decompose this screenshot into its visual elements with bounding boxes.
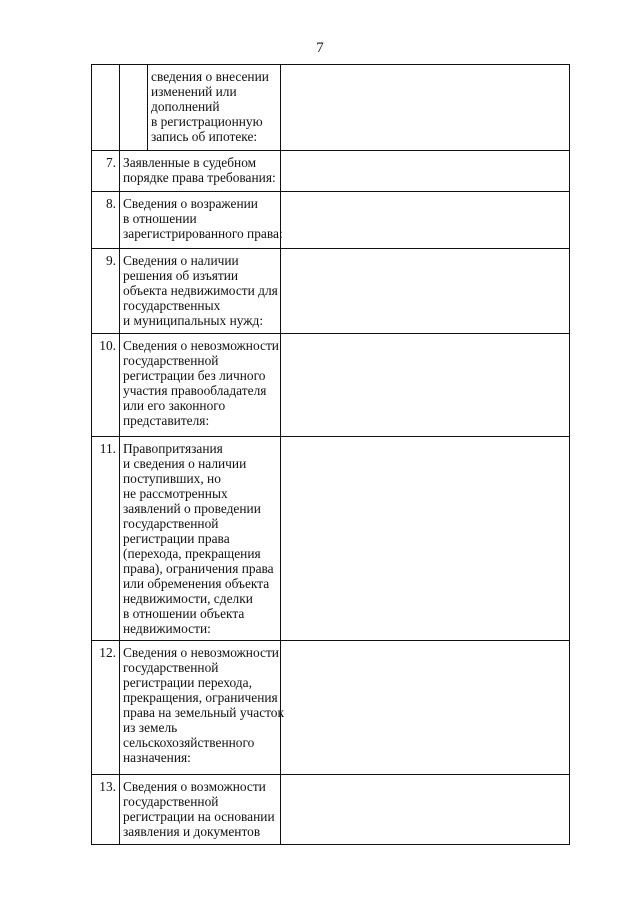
row-value-cell — [281, 437, 570, 641]
label-line: (перехода, прекращения — [123, 546, 261, 561]
label-line: представителя: — [123, 413, 210, 428]
label-line: государственной — [123, 660, 219, 675]
row-value-cell — [281, 192, 570, 249]
label-line: Сведения о наличии — [123, 253, 239, 268]
label-line: регистрации права — [123, 531, 230, 546]
label-line: в отношении — [123, 211, 197, 226]
label-line: зарегистрированного права: — [123, 226, 283, 241]
table-row — [92, 334, 570, 437]
label-line: дополнений — [151, 99, 220, 114]
page-number: 7 — [316, 40, 324, 56]
label-line: не рассмотренных — [123, 486, 228, 501]
label-line: в регистрационную — [151, 114, 263, 129]
row-label-cell — [120, 641, 285, 775]
label-line: регистрации перехода, — [123, 675, 252, 690]
row-label-cell — [120, 151, 281, 192]
label-line: регистрации без личного — [123, 368, 266, 383]
label-line: сельскохозяйственного — [123, 735, 255, 750]
row-indent-cell — [120, 65, 148, 151]
row-value-cell — [281, 334, 570, 437]
label-line: Сведения о невозможности — [123, 338, 279, 353]
row-value-cell — [281, 641, 570, 775]
row-label-cell — [120, 192, 281, 249]
row-number-cell: 11. — [92, 437, 120, 641]
label-line: изменений или — [151, 84, 237, 99]
label-line: порядке права требования: — [123, 170, 276, 185]
label-line: и муниципальных нужд: — [123, 313, 264, 328]
label-line: недвижимости: — [123, 621, 211, 636]
label-line: или его законного — [123, 398, 226, 413]
table-row — [92, 249, 570, 334]
label-line: или обременения объекта — [123, 576, 270, 591]
label-line: Сведения о невозможности — [123, 645, 279, 660]
row-label-cell — [120, 249, 281, 334]
label-line: Правопритязания — [123, 441, 223, 456]
label-line: участия правообладателя — [123, 383, 267, 398]
table-row — [92, 641, 570, 775]
registry-extract-table — [91, 64, 570, 845]
label-line: объекта недвижимости для — [123, 283, 278, 298]
label-line: и сведения о наличии — [123, 456, 247, 471]
label-line: регистрации на основании — [123, 809, 275, 824]
label-line: государственной — [123, 516, 219, 531]
table-row — [92, 437, 570, 641]
table-row — [92, 775, 570, 845]
label-line: государственной — [123, 794, 219, 809]
label-line: права), ограничения права — [123, 561, 274, 576]
label-line: заявления и документов — [123, 824, 261, 839]
label-line: Сведения о возражении — [123, 196, 258, 211]
label-line: Заявленные в судебном — [123, 155, 257, 170]
row-number-cell: 12. — [92, 641, 120, 775]
row-number-cell: 13. — [92, 775, 120, 845]
label-line: государственной — [123, 353, 219, 368]
row-value-cell — [281, 775, 570, 845]
row-value-cell — [281, 65, 570, 151]
label-line: назначения: — [123, 750, 191, 765]
table-row — [92, 65, 570, 151]
row-number-cell: 10. — [92, 334, 120, 437]
row-number-cell: 8. — [92, 192, 120, 249]
row-label-cell — [148, 65, 281, 151]
label-line: в отношении объекта — [123, 606, 245, 621]
row-value-cell — [281, 151, 570, 192]
label-line: государственных — [123, 298, 221, 313]
label-line: Сведения о возможности — [123, 779, 266, 794]
label-line: заявлений о проведении — [123, 501, 261, 516]
label-line: из земель — [123, 720, 178, 735]
row-number-cell: 9. — [92, 249, 120, 334]
label-line: прекращения, ограничения — [123, 690, 278, 705]
label-line: решения об изъятии — [123, 268, 239, 283]
label-line: поступивших, но — [123, 471, 221, 486]
label-line: недвижимости, сделки — [123, 591, 253, 606]
label-line: запись об ипотеке: — [151, 129, 258, 144]
row-label-cell — [120, 334, 281, 437]
table-row — [92, 151, 570, 192]
table-row — [92, 192, 570, 249]
row-label-cell — [120, 775, 281, 845]
row-number-cell: 7. — [92, 151, 120, 192]
row-number-cell — [92, 65, 120, 151]
row-value-cell — [281, 249, 570, 334]
row-label-cell — [120, 437, 281, 641]
label-line: сведения о внесении — [151, 69, 269, 84]
label-line: права на земельный участок — [123, 705, 285, 720]
